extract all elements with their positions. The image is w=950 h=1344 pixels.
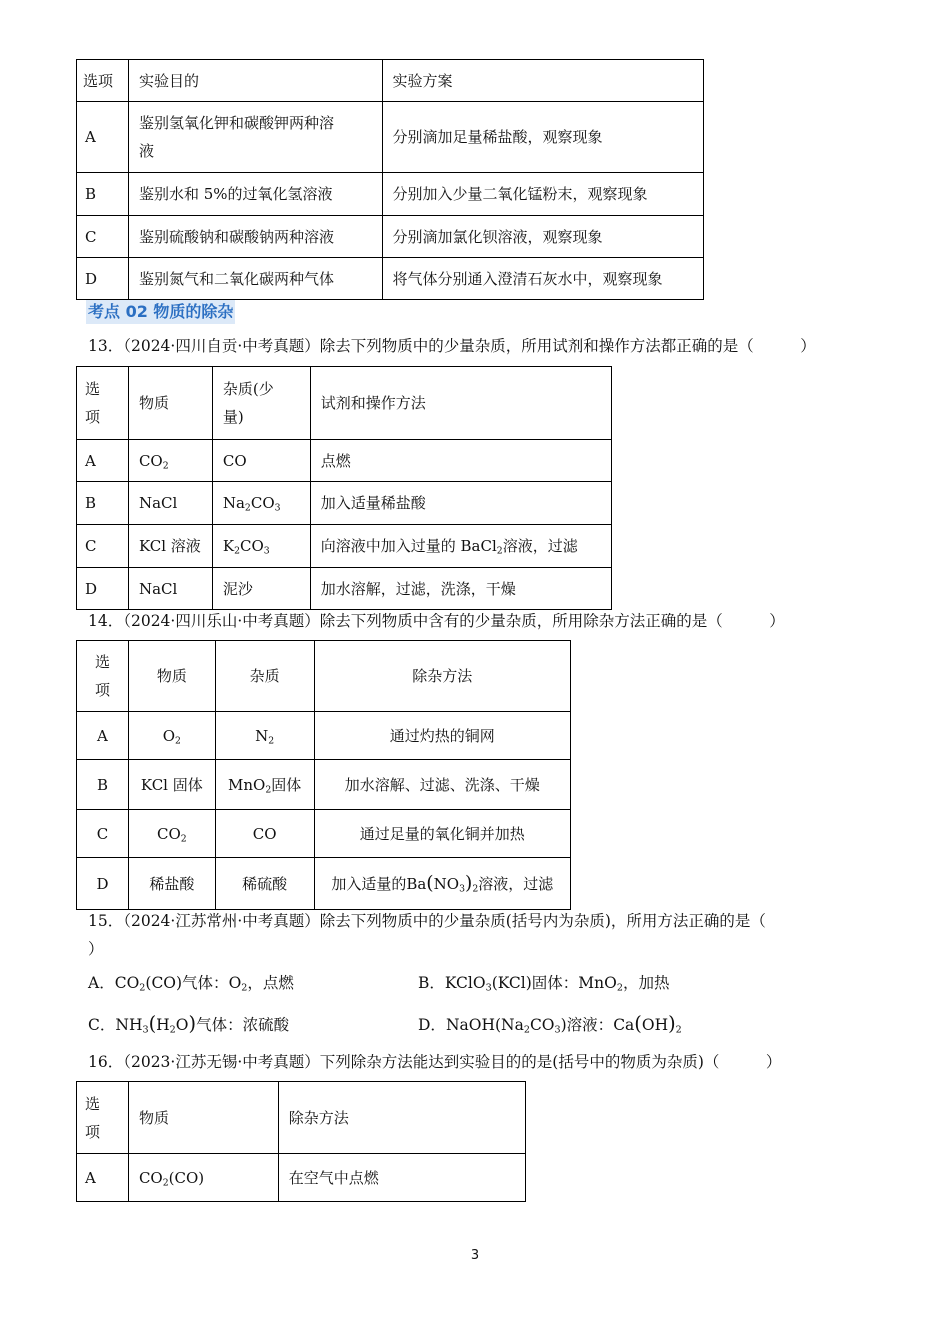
formula: Na <box>501 1016 524 1034</box>
page-number: 3 <box>470 1248 480 1263</box>
substance-cell: KCl 固体 <box>128 760 215 810</box>
subscript: 2 <box>244 502 251 514</box>
option-cell: C <box>77 810 129 858</box>
purpose-cell <box>128 102 382 173</box>
method-text: 溶液，过滤 <box>478 874 554 893</box>
formula: Ba <box>406 874 427 893</box>
subscript: 2 <box>180 832 187 844</box>
formula: OH <box>641 1016 669 1034</box>
impurity-cell <box>215 712 314 760</box>
method-cell <box>314 858 570 910</box>
method-cell: 在空气中点燃 <box>278 1154 525 1202</box>
formula: CO <box>156 824 181 843</box>
section-heading: 考点 02 物质的除杂 <box>86 300 235 324</box>
subscript: 3 <box>142 1024 149 1036</box>
table-row <box>77 482 612 525</box>
table-row <box>77 367 612 440</box>
method-cell: 加水溶解，过滤，洗涤，干燥 <box>310 568 611 610</box>
header-option <box>77 367 129 440</box>
subscript: 2 <box>241 982 248 994</box>
subscript: 3 <box>485 982 492 994</box>
header-option <box>77 641 129 712</box>
method-cell: 加水溶解、过滤、洗涤、干燥 <box>314 760 570 810</box>
impurity-cell <box>212 482 310 525</box>
formula: H <box>156 1016 170 1034</box>
purpose-cell: 鉴别硫酸钠和碳酸钠两种溶液 <box>128 216 382 258</box>
plan-cell: 分别滴加氯化钡溶液，观察现象 <box>382 216 703 258</box>
question-15-stem: 15．（2024·江苏常州·中考真题）除去下列物质中的少量杂质(括号内为杂质)，所用方法正确的是（ <box>88 912 766 930</box>
formula: NH <box>115 1016 143 1034</box>
impurity-cell: 稀硫酸 <box>215 858 314 910</box>
paren: ( <box>148 1012 157 1035</box>
method-cell: 通过足量的氧化铜并加热 <box>314 810 570 858</box>
option-label: A． <box>88 974 115 992</box>
header-text: 选 <box>85 380 101 398</box>
option-cell: C <box>77 216 129 258</box>
table-row <box>77 216 704 258</box>
formula: NaOH( <box>445 1016 502 1034</box>
header-text: 项 <box>94 681 110 699</box>
q15-option-d <box>418 1011 682 1038</box>
formula: O <box>162 726 176 745</box>
q14-table <box>76 640 571 910</box>
option-label: C． <box>88 1016 116 1034</box>
paren: ( <box>634 1012 642 1035</box>
plan-cell: 分别滴加足量稀盐酸，观察现象 <box>382 102 703 173</box>
subscript: 2 <box>139 982 146 994</box>
method-text: 向溶液中加入过量的 BaCl <box>320 537 497 555</box>
subscript: 3 <box>263 545 270 557</box>
option-cell: D <box>77 258 129 300</box>
formula: CO <box>239 537 264 555</box>
formula: CO <box>114 974 140 992</box>
subscript: 2 <box>616 982 623 994</box>
option-label: D． <box>418 1016 446 1034</box>
header-text: 项 <box>85 408 101 426</box>
option-text: (CO)气体： <box>145 974 229 992</box>
paren: ) <box>464 872 473 894</box>
option-cell: A <box>77 440 129 482</box>
paren: ( <box>426 872 434 894</box>
header-substance: 物质 <box>128 1082 278 1154</box>
substance-cell <box>128 1154 278 1202</box>
formula: 固体 <box>271 775 302 794</box>
q15-option-c <box>88 1011 289 1038</box>
option-text: )溶液： <box>560 1016 614 1034</box>
substance-cell: 稀盐酸 <box>128 858 215 910</box>
formula: CO <box>138 1168 163 1187</box>
option-text: 气体：浓硫酸 <box>196 1016 290 1034</box>
option-label: B． <box>418 974 445 992</box>
q16-table <box>76 1081 526 1202</box>
option-cell: B <box>77 482 129 525</box>
formula: O <box>228 974 242 992</box>
option-cell: A <box>77 712 129 760</box>
subscript: 2 <box>523 1024 530 1036</box>
impurity-cell: CO <box>215 810 314 858</box>
header-purpose: 实验目的 <box>128 60 382 102</box>
subscript: 2 <box>268 734 275 746</box>
method-cell <box>310 525 611 568</box>
header-method: 除杂方法 <box>314 641 570 712</box>
formula: CO <box>138 451 163 470</box>
header-impurity <box>212 367 310 440</box>
option-cell: A <box>77 1154 129 1202</box>
substance-cell <box>128 810 215 858</box>
table-row <box>77 760 571 810</box>
header-text: 选 <box>94 653 110 671</box>
table-row <box>77 641 571 712</box>
question-14-stem: 14．（2024·四川乐山·中考真题）除去下列物质中含有的少量杂质，所用除杂方法正确的是（ ） <box>88 612 785 630</box>
header-text: 量) <box>222 408 244 426</box>
table-row <box>77 440 612 482</box>
header-option <box>77 1082 129 1154</box>
substance-cell <box>128 440 212 482</box>
option-text: ，加热 <box>622 974 670 992</box>
option-text: (KCl)固体： <box>491 974 579 992</box>
option-cell: B <box>77 173 129 216</box>
formula: CO <box>250 494 275 512</box>
q15-option-a <box>88 970 294 996</box>
option-text: ，点燃 <box>247 974 294 992</box>
header-substance: 物质 <box>128 641 215 712</box>
subscript: 2 <box>162 1176 169 1188</box>
header-text: 杂质(少 <box>222 380 274 398</box>
substance-cell: KCl 溶液 <box>128 525 212 568</box>
method-cell: 点燃 <box>310 440 611 482</box>
subscript: 2 <box>265 783 272 795</box>
table-row <box>77 258 704 300</box>
substance-cell: NaCl <box>128 568 212 610</box>
q13-table <box>76 366 612 610</box>
purpose-cell: 鉴别水和 5%的过氧化氢溶液 <box>128 173 382 216</box>
purpose-line: 鉴别氢氧化钾和碳酸钾两种溶 <box>138 114 334 132</box>
method-cell: 加入适量稀盐酸 <box>310 482 611 525</box>
subscript: 2 <box>472 882 479 894</box>
header-method: 除杂方法 <box>278 1082 525 1154</box>
purpose-line: 液 <box>138 142 154 160</box>
q15-option-b <box>418 970 669 996</box>
method-cell: 通过灼热的铜网 <box>314 712 570 760</box>
table-row <box>77 60 704 102</box>
subscript: 3 <box>459 882 465 894</box>
table-row <box>77 173 704 216</box>
experiment-table <box>76 59 704 300</box>
question-16-stem: 16．（2023·江苏无锡·中考真题）下列除杂方法能达到实验目的的是(括号中的物质为杂质)（ ） <box>88 1053 782 1071</box>
header-option: 选项 <box>77 60 129 102</box>
impurity-cell <box>215 760 314 810</box>
formula: N <box>255 726 269 745</box>
impurity-cell: CO <box>212 440 310 482</box>
option-cell: D <box>77 568 129 610</box>
method-text: 溶液，过滤 <box>502 537 578 555</box>
subscript: 2 <box>169 1024 176 1036</box>
method-text: 加入适量的 <box>331 874 407 893</box>
question-15-stem-end: ） <box>88 940 104 958</box>
table-row <box>77 568 612 610</box>
purpose-cell: 鉴别氮气和二氧化碳两种气体 <box>128 258 382 300</box>
header-text: 选 <box>85 1094 101 1113</box>
paren: ) <box>188 1012 197 1035</box>
table-row <box>77 525 612 568</box>
subscript: 3 <box>554 1024 561 1036</box>
header-method: 试剂和操作方法 <box>310 367 611 440</box>
impurity-cell <box>212 525 310 568</box>
table-row <box>77 1082 526 1154</box>
header-substance: 物质 <box>128 367 212 440</box>
table-row <box>77 858 571 910</box>
formula: NO <box>433 874 460 893</box>
table-row <box>77 810 571 858</box>
subscript: 2 <box>496 545 503 557</box>
formula: MnO <box>578 974 617 992</box>
subscript: 2 <box>175 734 181 746</box>
subscript: 3 <box>274 502 281 514</box>
formula: MnO <box>228 775 266 794</box>
subscript: 2 <box>675 1024 682 1036</box>
paren: ) <box>668 1012 676 1035</box>
header-plan: 实验方案 <box>382 60 703 102</box>
formula: Ca <box>613 1016 635 1034</box>
formula: (CO) <box>168 1168 205 1187</box>
header-text: 项 <box>85 1122 101 1141</box>
formula: O <box>175 1016 189 1034</box>
formula: K <box>222 537 235 555</box>
question-13-stem: 13．（2024·四川自贡·中考真题）除去下列物质中的少量杂质，所用试剂和操作方法都正确的是（ ） <box>88 337 816 355</box>
plan-cell: 分别加入少量二氧化锰粉末，观察现象 <box>382 173 703 216</box>
formula: CO <box>529 1016 555 1034</box>
option-cell: B <box>77 760 129 810</box>
substance-cell: NaCl <box>128 482 212 525</box>
header-impurity: 杂质 <box>215 641 314 712</box>
option-cell: C <box>77 525 129 568</box>
formula: KClO <box>444 974 486 992</box>
subscript: 2 <box>162 459 169 471</box>
formula: Na <box>222 494 245 512</box>
option-cell: D <box>77 858 129 910</box>
plan-cell: 将气体分别通入澄清石灰水中，观察现象 <box>382 258 703 300</box>
table-row <box>77 1154 526 1202</box>
impurity-cell: 泥沙 <box>212 568 310 610</box>
substance-cell <box>128 712 215 760</box>
table-row <box>77 712 571 760</box>
table-row <box>77 102 704 173</box>
option-cell: A <box>77 102 129 173</box>
subscript: 2 <box>234 545 240 557</box>
